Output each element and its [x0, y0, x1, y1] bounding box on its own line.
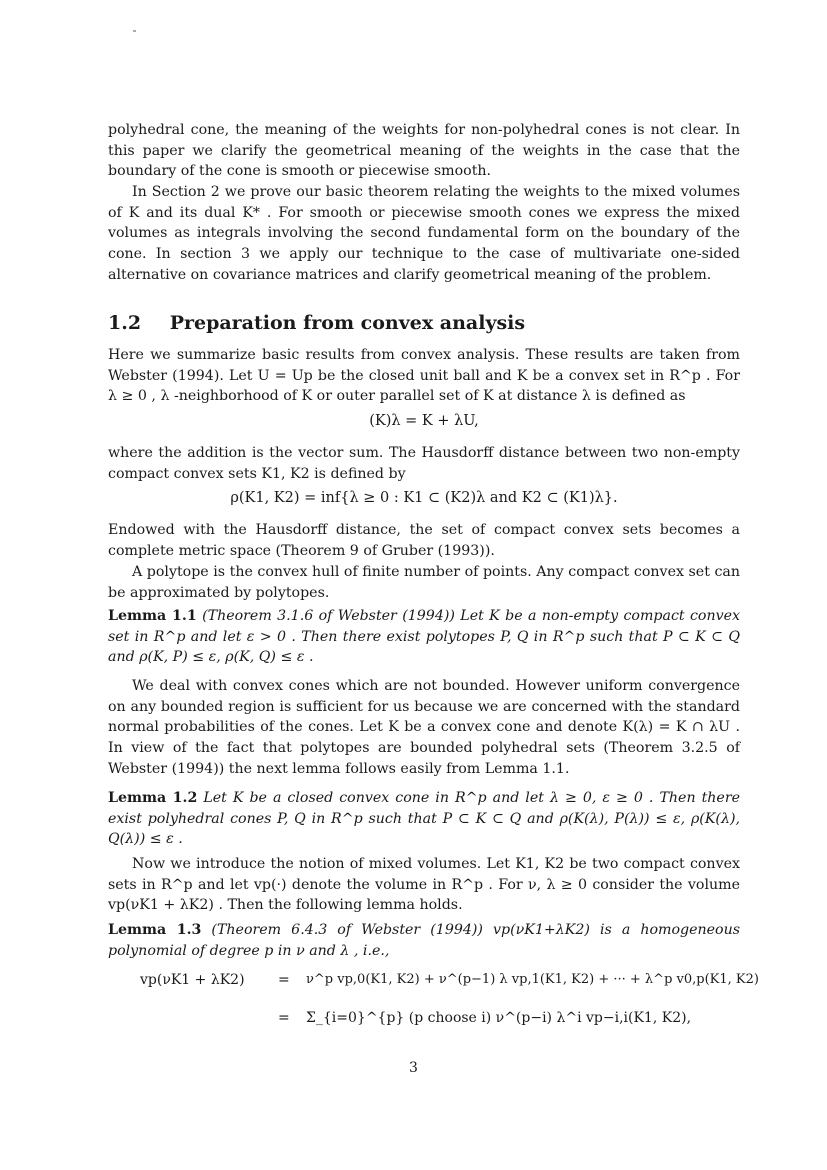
body-paragraph-8: Now we introduce the notion of mixed volumes. Let K1, K2 be two compact convex sets in R^p and let vp(·) denote the volume in R^p . For ν, λ ≥ 0 consider the volume vp(νK1 + λK2) . Then the following lemma holds. — [108, 856, 740, 914]
body-paragraph-3: Here we summarize basic results from convex analysis. These results are taken from Webster (1994). Let U = Up be the closed unit ball and K be a convex set in R^p . For λ ≥ 0 , λ -neighborhood of K or outer parallel set of K at distance λ is defined as — [108, 347, 740, 405]
section-heading — [108, 312, 525, 334]
body-paragraph-6: A polytope is the convex hull of finite number of points. Any compact convex set can be approximated by polytopes. — [108, 564, 740, 601]
equation-mixed-volume-rhs-1: ν^p vp,0(K1, K2) + ν^(p−1) λ vp,1(K1, K2) + ··· + λ^p v0,p(K1, K2) — [306, 972, 759, 987]
lemma-1-3 — [108, 920, 740, 961]
lemma-1-1-title: Lemma 1.1 — [108, 608, 197, 624]
lemma-1-2-text: Let K be a closed convex cone in R^p and let λ ≥ 0, ε ≥ 0 . Then there exist polyhedral cones P, Q in R^p such that P ⊂ K ⊂ Q and ρ(K(λ), P(λ)) ≤ ε, ρ(K(λ), Q(λ)) ≤ ε . — [108, 790, 741, 848]
equation-mixed-volume-rel-2: = — [278, 1010, 290, 1026]
lemma-1-1-text: (Theorem 3.1.6 of Webster (1994)) Let K be a non-empty compact convex set in R^p and let ε > 0 . Then there exist polytopes P, Q in R^p such that P ⊂ K ⊂ Q and ρ(K, P) ≤ ε, ρ(K, Q) ≤ ε . — [108, 608, 740, 666]
body-paragraph-4: where the addition is the vector sum. The Hausdorff distance between two non-empty compact convex sets K1, K2 is defined by — [108, 445, 740, 482]
equation-parallel-set: (K)λ = K + λU, — [369, 413, 479, 429]
scan-speck — [133, 30, 136, 32]
section-number: 1.2 — [108, 312, 142, 334]
intro-paragraph-2: In Section 2 we prove our basic theorem relating the weights to the mixed volumes of K and its dual K* . For smooth or piecewise smooth cones we express the mixed volumes as integrals involving the second fundamental form on the boundary of the cone. In section 3 we apply our technique to the case of multivariate one-sided alternative on covariance matrices and clarify geometrical meaning of the problem. — [108, 184, 740, 283]
lemma-1-2 — [108, 788, 740, 850]
equation-mixed-volume-rhs-2: Σ_{i=0}^{p} (p choose i) ν^(p−i) λ^i vp−i,i(K1, K2), — [306, 1010, 692, 1026]
lemma-1-2-title: Lemma 1.2 — [108, 790, 198, 806]
lemma-1-3-title: Lemma 1.3 — [108, 922, 202, 938]
lemma-1-1 — [108, 606, 740, 668]
page-number: 3 — [409, 1060, 418, 1076]
intro-paragraph-1: polyhedral cone, the meaning of the weights for non-polyhedral cones is not clear. In this paper we clarify the geometrical meaning of the weights in the case that the boundary of the cone is smooth or piecewise smooth. — [108, 122, 740, 180]
section-title: Preparation from convex analysis — [169, 312, 526, 334]
body-paragraph-5: Endowed with the Hausdorff distance, the set of compact convex sets becomes a complete metric space (Theorem 9 of Gruber (1993)). — [108, 522, 740, 559]
body-paragraph-7: We deal with convex cones which are not bounded. However uniform convergence on any bounded region is sufficient for us because we are concerned with the standard normal probabilities of the cones. Let K be a convex cone and denote K(λ) = K ∩ λU . In view of the fact that polytopes are bounded polyhedral sets (Theorem 3.2.5 of Webster (1994)) the next lemma follows easily from Lemma 1.1. — [108, 678, 740, 777]
lemma-1-3-text: (Theorem 6.4.3 of Webster (1994)) vp(νK1+λK2) is a homogeneous polynomial of degree p in ν and λ , i.e., — [108, 922, 740, 959]
equation-hausdorff-distance: ρ(K1, K2) = inf{λ ≥ 0 : K1 ⊂ (K2)λ and K2 ⊂ (K1)λ}. — [230, 490, 618, 506]
equation-mixed-volume-lhs: vp(νK1 + λK2) — [140, 972, 245, 988]
equation-mixed-volume-rel-1: = — [278, 972, 290, 988]
